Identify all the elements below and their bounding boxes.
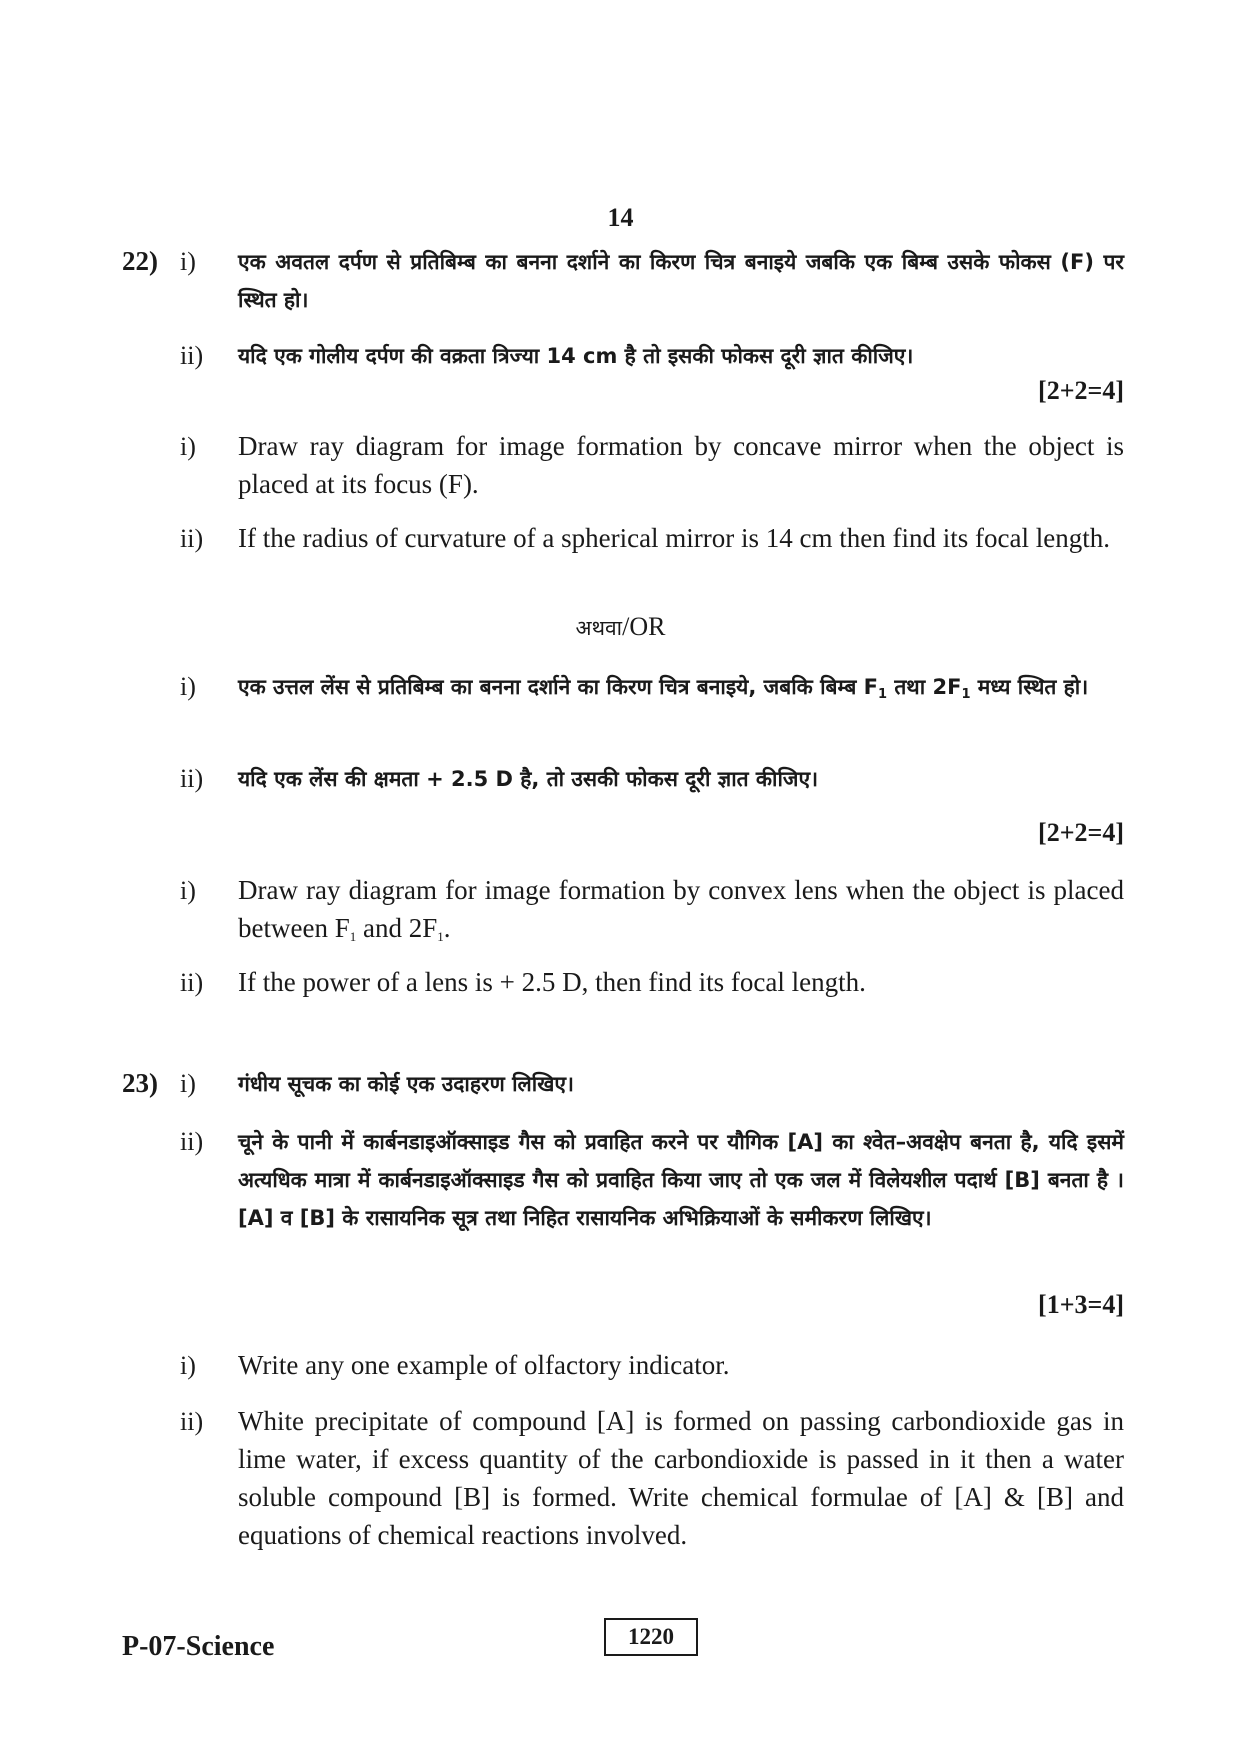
q23-hi-i-marker: i) (180, 1069, 196, 1098)
q22-or-marks: [2+2=4] (1038, 818, 1124, 847)
q23-hindi-part-i: गंधीय सूचक का कोई एक उदाहरण लिखिए। (238, 1072, 574, 1096)
q23-marks: [1+3=4] (1038, 1290, 1124, 1319)
q22-hi-i-marker: i) (180, 247, 196, 276)
q22-english-part-ii: If the radius of curvature of a spherical mirror is 14 cm then find its focal length. (238, 523, 1110, 553)
q22-en-ii-marker: ii) (180, 524, 204, 553)
paper-code: P-07-Science (122, 1631, 275, 1662)
q22-english-part-i: Draw ray diagram for image formation by concave mirror when the object is placed at its focus (F). (238, 431, 1124, 499)
q22-or-en-i-marker: i) (180, 876, 196, 905)
q23-en-ii-marker: ii) (180, 1407, 204, 1436)
q23-hindi-part-ii: चूने के पानी में कार्बनडाइऑक्साइड गैस को प्रवाहित करने पर यौगिक [A] का श्वेत–अवक्षेप बनता है, यदि इसमें अत्यधिक मात्रा में कार्बनडाइऑक्साइड गैस को प्रवाहित किया जाए तो एक जल में विलेयशील पदार्थ [B] बनता है । [A] व [B] के रासायनिक सूत्र तथा निहित रासायनिक अभिक्रियाओं के समीकरण लिखिए। (238, 1130, 1124, 1230)
q22-or-hindi-part-ii: यदि एक लेंस की क्षमता + 2.5 D है, तो उसकी फोकस दूरी ज्ञात कीजिए। (238, 767, 819, 791)
or-label-hindi: अथवा (575, 616, 623, 640)
q22-or-english-part-ii: If the power of a lens is + 2.5 D, then find its focal length. (238, 967, 866, 997)
q22-hindi-part-i: एक अवतल दर्पण से प्रतिबिम्ब का बनना दर्शाने का किरण चित्र बनाइये जबकि एक बिम्ब उसके फोकस (F) पर स्थित हो। (238, 250, 1124, 312)
q23-hi-ii-marker: ii) (180, 1127, 204, 1156)
or-separator (0, 612, 1241, 642)
q22-or-hi-i-marker: i) (180, 672, 196, 701)
q23-english-part-ii: White precipitate of compound [A] is formed on passing carbondioxide gas in lime water, if excess quantity of the carbondioxide is passed in it then a water soluble compound [B] is formed. Write chemical formulae of [A] & [B] and equations of chemical reactions involved. (238, 1406, 1124, 1550)
q22-hi-ii-marker: ii) (180, 341, 204, 370)
page-code-box: 1220 (604, 1618, 698, 1656)
question-number-22: 22) (122, 246, 158, 276)
q22-or-en-ii-marker: ii) (180, 968, 204, 997)
question-number-23: 23) (122, 1068, 158, 1098)
q22-marks: [2+2=4] (1038, 376, 1124, 405)
q22-or-hindi-part-i: एक उत्तल लेंस से प्रतिबिम्ब का बनना दर्शाने का किरण चित्र बनाइये, जबकि बिम्ब $F_1$ तथा $2F_1$ मध्य स्थित हो। (238, 675, 1089, 702)
q22-en-i-marker: i) (180, 432, 196, 461)
q22-hindi-part-ii: यदि एक गोलीय दर्पण की वक्रता त्रिज्या 14 cm है तो इसकी फोकस दूरी ज्ञात कीजिए। (238, 344, 914, 368)
q23-en-i-marker: i) (180, 1351, 196, 1380)
q22-or-english-part-i: Draw ray diagram for image formation by convex lens when the object is placed between $F_1$ and $2F_1$. (238, 875, 1124, 944)
q23-english-part-i: Write any one example of olfactory indicator. (238, 1350, 730, 1380)
page-number: 14 (607, 203, 634, 232)
or-label-english: /OR (622, 612, 666, 641)
q22-or-hi-ii-marker: ii) (180, 764, 204, 793)
